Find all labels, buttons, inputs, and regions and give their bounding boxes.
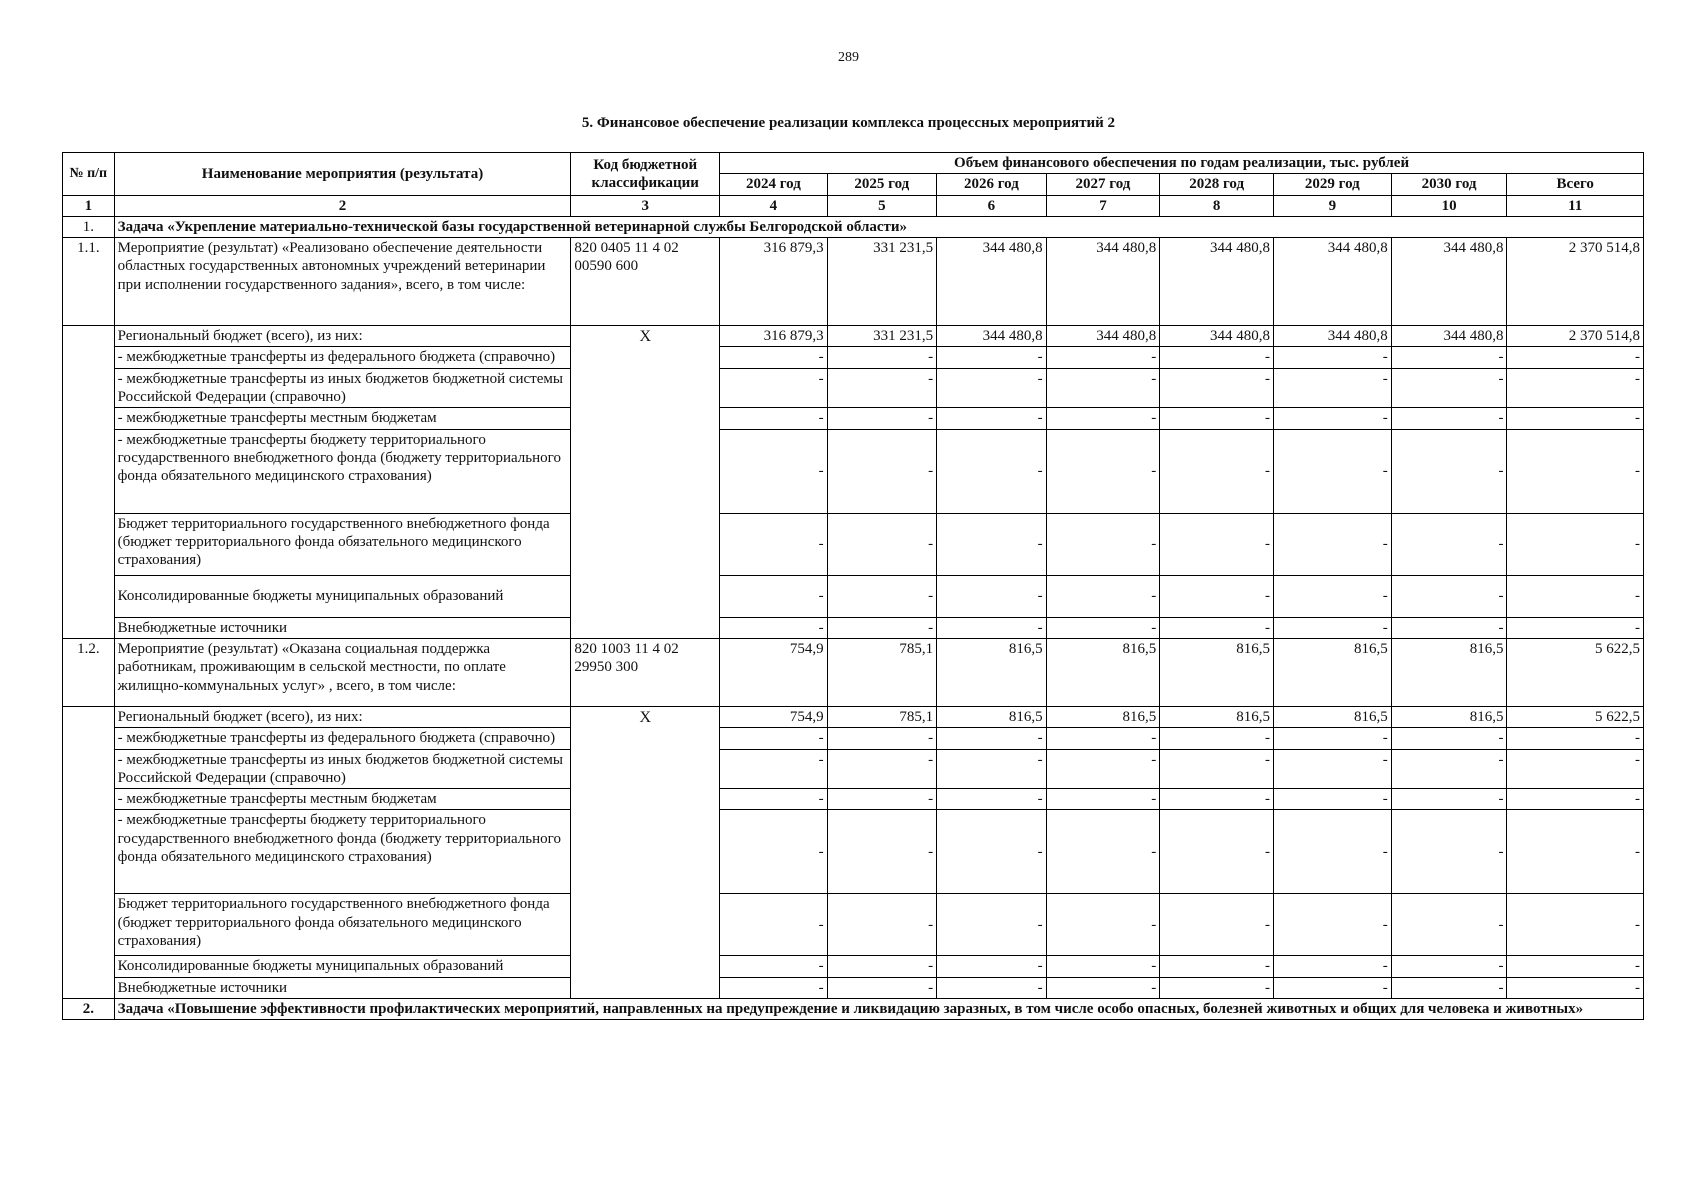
dash: -	[1046, 347, 1160, 368]
dash: -	[1391, 789, 1507, 810]
dash: -	[1507, 789, 1644, 810]
dash: -	[720, 956, 827, 977]
sub-row	[63, 513, 1644, 575]
dash: -	[720, 429, 827, 513]
dash: -	[720, 368, 827, 408]
sub-row	[63, 429, 1644, 513]
value-2030: 344 480,8	[1391, 238, 1507, 326]
budget-code: 820 0405 11 4 02 00590 600	[571, 238, 720, 326]
header-year-2027: 2027 год	[1046, 174, 1160, 195]
dash: -	[937, 513, 1047, 575]
dash: -	[1046, 810, 1160, 894]
sub-row	[63, 894, 1644, 956]
dash: -	[1391, 749, 1507, 789]
dash: -	[720, 617, 827, 638]
measure-row	[63, 638, 1644, 706]
empty-cell	[63, 706, 115, 998]
sub-row	[63, 789, 1644, 810]
dash: -	[1507, 575, 1644, 617]
col-number: 7	[1046, 195, 1160, 216]
dash: -	[1507, 977, 1644, 998]
value-2029: 816,5	[1273, 638, 1391, 706]
dash: -	[937, 429, 1047, 513]
task-text: Задача «Повышение эффективности профилактических мероприятий, направленных на предупреждение и ликвидацию заразных, в том числе особо опасных, болезней животных и общих для человека и животных»	[114, 999, 1643, 1020]
row-label: Внебюджетные источники	[114, 617, 571, 638]
dash: -	[1160, 408, 1274, 429]
value-2028: 816,5	[1160, 706, 1274, 727]
value-total: 2 370 514,8	[1507, 326, 1644, 347]
dash: -	[937, 617, 1047, 638]
dash: -	[1507, 617, 1644, 638]
value-total: 5 622,5	[1507, 638, 1644, 706]
dash: -	[1046, 617, 1160, 638]
dash: -	[1507, 894, 1644, 956]
row-label: Внебюджетные источники	[114, 977, 571, 998]
dash: -	[937, 749, 1047, 789]
dash: -	[1391, 956, 1507, 977]
col-number: 3	[571, 195, 720, 216]
row-label: - межбюджетные трансферты местным бюджетам	[114, 789, 571, 810]
dash: -	[1160, 347, 1274, 368]
value-2029: 344 480,8	[1273, 326, 1391, 347]
value-2029: 816,5	[1273, 706, 1391, 727]
dash: -	[1160, 429, 1274, 513]
dash: -	[1507, 810, 1644, 894]
sub-row	[63, 810, 1644, 894]
dash: -	[1046, 977, 1160, 998]
dash: -	[1507, 408, 1644, 429]
value-2025: 785,1	[827, 638, 937, 706]
dash: -	[1273, 347, 1391, 368]
value-2029: 344 480,8	[1273, 238, 1391, 326]
row-label: - межбюджетные трансферты из иных бюджетов бюджетной системы Российской Федерации (справочно)	[114, 368, 571, 408]
dash: -	[1391, 617, 1507, 638]
dash: -	[1273, 513, 1391, 575]
col-number: 9	[1273, 195, 1391, 216]
dash: -	[937, 789, 1047, 810]
measure-name: Мероприятие (результат) «Реализовано обеспечение деятельности областных государственных автономных учреждений ветеринарии при исполнении государственного задания», всего, в том числе:	[114, 238, 571, 326]
dash: -	[1273, 429, 1391, 513]
dash: -	[1160, 513, 1274, 575]
value-2026: 344 480,8	[937, 238, 1047, 326]
header-num: № п/п	[63, 153, 115, 196]
value-2027: 816,5	[1046, 638, 1160, 706]
dash: -	[937, 977, 1047, 998]
value-2025: 331 231,5	[827, 238, 937, 326]
dash: -	[827, 408, 937, 429]
dash: -	[1273, 728, 1391, 749]
dash: -	[1160, 977, 1274, 998]
value-2028: 816,5	[1160, 638, 1274, 706]
dash: -	[937, 575, 1047, 617]
dash: -	[1507, 347, 1644, 368]
dash: -	[937, 368, 1047, 408]
sub-row	[63, 749, 1644, 789]
dash: -	[1046, 789, 1160, 810]
task-number: 2.	[63, 999, 115, 1020]
header-year-2029: 2029 год	[1273, 174, 1391, 195]
dash: -	[1160, 575, 1274, 617]
dash: -	[720, 749, 827, 789]
page-number: 289	[838, 50, 859, 65]
value-2024: 316 879,3	[720, 238, 827, 326]
dash: -	[1507, 429, 1644, 513]
dash: -	[1046, 728, 1160, 749]
dash: -	[1391, 575, 1507, 617]
row-label: - межбюджетные трансферты местным бюджетам	[114, 408, 571, 429]
dash: -	[937, 408, 1047, 429]
task-row	[63, 216, 1644, 237]
value-2030: 344 480,8	[1391, 326, 1507, 347]
value-2026: 344 480,8	[937, 326, 1047, 347]
dash: -	[827, 617, 937, 638]
dash: -	[1160, 894, 1274, 956]
value-2028: 344 480,8	[1160, 326, 1274, 347]
dash: -	[1273, 810, 1391, 894]
dash: -	[827, 429, 937, 513]
sub-row	[63, 347, 1644, 368]
row-label: Бюджет территориального государственного внебюджетного фонда (бюджет территориального фонда обязательного медицинского страхования)	[114, 894, 571, 956]
header-name: Наименование мероприятия (результата)	[114, 153, 571, 196]
value-2026: 816,5	[937, 638, 1047, 706]
dash: -	[720, 728, 827, 749]
row-label: - межбюджетные трансферты из федерального бюджета (справочно)	[114, 347, 571, 368]
col-number: 8	[1160, 195, 1274, 216]
sub-row	[63, 408, 1644, 429]
dash: -	[827, 347, 937, 368]
dash: -	[720, 408, 827, 429]
dash: -	[1160, 617, 1274, 638]
dash: -	[720, 789, 827, 810]
dash: -	[1160, 728, 1274, 749]
header-year-2025: 2025 год	[827, 174, 937, 195]
header-row	[63, 153, 1644, 174]
dash: -	[827, 513, 937, 575]
dash: -	[1273, 749, 1391, 789]
column-numbers-row	[63, 195, 1644, 216]
dash: -	[1507, 728, 1644, 749]
header-year-2026: 2026 год	[937, 174, 1047, 195]
col-number: 10	[1391, 195, 1507, 216]
dash: -	[1391, 347, 1507, 368]
dash: -	[1273, 617, 1391, 638]
dash: -	[827, 977, 937, 998]
dash: -	[1273, 977, 1391, 998]
x-mark: X	[571, 706, 720, 998]
col-number: 5	[827, 195, 937, 216]
measure-number: 1.1.	[63, 238, 115, 326]
dash: -	[720, 575, 827, 617]
dash: -	[1046, 408, 1160, 429]
row-label: - межбюджетные трансферты из иных бюджетов бюджетной системы Российской Федерации (справочно)	[114, 749, 571, 789]
dash: -	[1391, 810, 1507, 894]
value-2024: 754,9	[720, 706, 827, 727]
dash: -	[1273, 368, 1391, 408]
dash: -	[1160, 956, 1274, 977]
col-number: 6	[937, 195, 1047, 216]
value-2030: 816,5	[1391, 638, 1507, 706]
row-label: Региональный бюджет (всего), из них:	[114, 706, 571, 727]
measure-number: 1.2.	[63, 638, 115, 706]
dash: -	[827, 810, 937, 894]
header-volume: Объем финансового обеспечения по годам реализации, тыс. рублей	[720, 153, 1644, 174]
dash: -	[1046, 513, 1160, 575]
dash: -	[720, 894, 827, 956]
regional-budget-row	[63, 706, 1644, 727]
row-label: - межбюджетные трансферты бюджету территориального государственного внебюджетного фонда (бюджету территориального фонда обязательного медицинского страхования)	[114, 429, 571, 513]
value-2027: 816,5	[1046, 706, 1160, 727]
task-row	[63, 999, 1644, 1020]
dash: -	[1046, 894, 1160, 956]
dash: -	[1160, 810, 1274, 894]
value-total: 2 370 514,8	[1507, 238, 1644, 326]
dash: -	[827, 956, 937, 977]
header-year-2030: 2030 год	[1391, 174, 1507, 195]
dash: -	[827, 728, 937, 749]
dash: -	[1507, 513, 1644, 575]
header-code: Код бюджетной классификации	[571, 153, 720, 196]
dash: -	[1046, 575, 1160, 617]
header-year-2028: 2028 год	[1160, 174, 1274, 195]
row-label: Консолидированные бюджеты муниципальных образований	[114, 956, 571, 977]
dash: -	[937, 810, 1047, 894]
header-total: Всего	[1507, 174, 1644, 195]
dash: -	[827, 368, 937, 408]
value-2025: 331 231,5	[827, 326, 937, 347]
dash: -	[1160, 368, 1274, 408]
dash: -	[1391, 728, 1507, 749]
dash: -	[1273, 956, 1391, 977]
dash: -	[1391, 368, 1507, 408]
dash: -	[720, 977, 827, 998]
measure-row	[63, 238, 1644, 326]
dash: -	[1507, 749, 1644, 789]
dash: -	[1160, 749, 1274, 789]
value-2027: 344 480,8	[1046, 326, 1160, 347]
dash: -	[937, 894, 1047, 956]
row-label: Консолидированные бюджеты муниципальных образований	[114, 575, 571, 617]
row-label: - межбюджетные трансферты бюджету территориального государственного внебюджетного фонда (бюджету территориального фонда обязательного медицинского страхования)	[114, 810, 571, 894]
dash: -	[1046, 368, 1160, 408]
row-label: Бюджет территориального государственного внебюджетного фонда (бюджет территориального фонда обязательного медицинского страхования)	[114, 513, 571, 575]
empty-cell	[63, 326, 115, 639]
budget-code: 820 1003 11 4 02 29950 300	[571, 638, 720, 706]
dash: -	[937, 347, 1047, 368]
sub-row	[63, 977, 1644, 998]
dash: -	[827, 894, 937, 956]
value-2027: 344 480,8	[1046, 238, 1160, 326]
sub-row	[63, 617, 1644, 638]
dash: -	[937, 956, 1047, 977]
col-number: 11	[1507, 195, 1644, 216]
task-text: Задача «Укрепление материально-технической базы государственной ветеринарной службы Белгородской области»	[114, 216, 1643, 237]
sub-row	[63, 368, 1644, 408]
value-2026: 816,5	[937, 706, 1047, 727]
task-number: 1.	[63, 216, 115, 237]
document-title: 5. Финансовое обеспечение реализации комплекса процессных мероприятий 2	[581, 115, 1116, 131]
header-year-2024: 2024 год	[720, 174, 827, 195]
col-number: 4	[720, 195, 827, 216]
value-2030: 816,5	[1391, 706, 1507, 727]
dash: -	[1391, 513, 1507, 575]
row-label: Региональный бюджет (всего), из них:	[114, 326, 571, 347]
dash: -	[827, 575, 937, 617]
dash: -	[1273, 575, 1391, 617]
dash: -	[720, 810, 827, 894]
dash: -	[1160, 789, 1274, 810]
col-number: 1	[63, 195, 115, 216]
row-label: - межбюджетные трансферты из федерального бюджета (справочно)	[114, 728, 571, 749]
value-total: 5 622,5	[1507, 706, 1644, 727]
dash: -	[1273, 789, 1391, 810]
sub-row	[63, 575, 1644, 617]
dash: -	[937, 728, 1047, 749]
x-mark: X	[571, 326, 720, 639]
measure-name: Мероприятие (результат) «Оказана социальная поддержка работникам, проживающим в сельской местности, по оплате жилищно-коммунальных услуг» , всего, в том числе:	[114, 638, 571, 706]
sub-row	[63, 728, 1644, 749]
value-2024: 754,9	[720, 638, 827, 706]
dash: -	[1391, 894, 1507, 956]
dash: -	[1507, 956, 1644, 977]
dash: -	[720, 513, 827, 575]
col-number: 2	[114, 195, 571, 216]
financing-table	[62, 152, 1644, 1020]
regional-budget-row	[63, 326, 1644, 347]
value-2024: 316 879,3	[720, 326, 827, 347]
dash: -	[720, 347, 827, 368]
value-2025: 785,1	[827, 706, 937, 727]
dash: -	[827, 749, 937, 789]
sub-row	[63, 956, 1644, 977]
dash: -	[827, 789, 937, 810]
dash: -	[1391, 977, 1507, 998]
dash: -	[1273, 408, 1391, 429]
value-2028: 344 480,8	[1160, 238, 1274, 326]
dash: -	[1391, 408, 1507, 429]
dash: -	[1507, 368, 1644, 408]
dash: -	[1273, 894, 1391, 956]
dash: -	[1046, 956, 1160, 977]
dash: -	[1391, 429, 1507, 513]
dash: -	[1046, 749, 1160, 789]
dash: -	[1046, 429, 1160, 513]
